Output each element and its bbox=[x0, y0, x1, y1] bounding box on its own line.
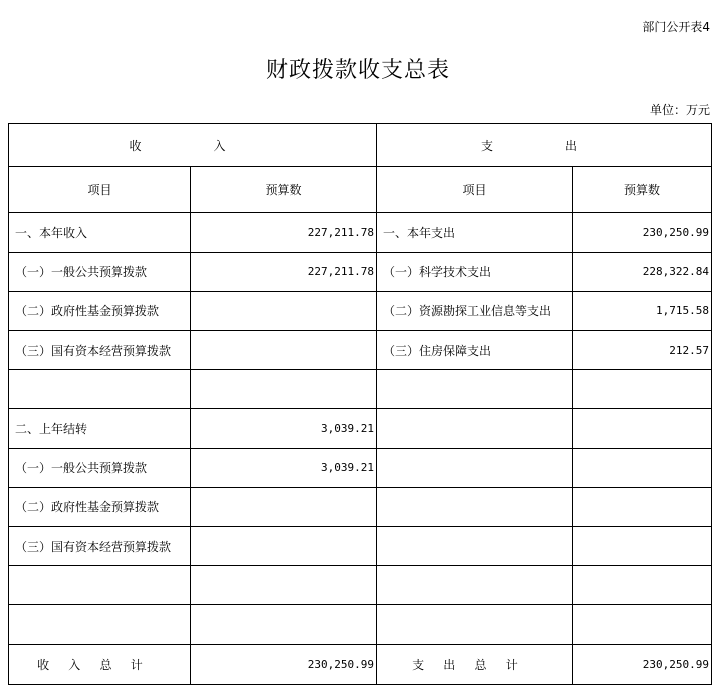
expense-item-header: 项目 bbox=[377, 167, 573, 213]
income-amount-cell: 3,039.21 bbox=[191, 409, 377, 448]
expense-section-header: 支 出 bbox=[377, 124, 712, 167]
expense-item-cell bbox=[377, 566, 573, 605]
expense-item-cell bbox=[377, 448, 573, 487]
income-item-cell: （三）国有资本经营预算拨款 bbox=[9, 331, 191, 370]
column-header-row bbox=[9, 167, 712, 213]
income-section-header: 收 入 bbox=[9, 124, 377, 167]
expense-amount-cell: 212.57 bbox=[573, 331, 712, 370]
expense-item-cell: （二）资源勘探工业信息等支出 bbox=[377, 291, 573, 330]
expense-item-cell: （三）住房保障支出 bbox=[377, 331, 573, 370]
expense-item-cell bbox=[377, 605, 573, 644]
section-header-row bbox=[9, 124, 712, 167]
income-item-cell bbox=[9, 370, 191, 409]
income-item-cell: （三）国有资本经营预算拨款 bbox=[9, 527, 191, 566]
expense-amount-header: 预算数 bbox=[573, 167, 712, 213]
expense-amount-cell: 230,250.99 bbox=[573, 213, 712, 252]
income-item-cell: （二）政府性基金预算拨款 bbox=[9, 291, 191, 330]
expense-item-cell: 一、本年支出 bbox=[377, 213, 573, 252]
income-amount-header: 预算数 bbox=[191, 167, 377, 213]
expense-amount-cell bbox=[573, 605, 712, 644]
income-amount-cell bbox=[191, 331, 377, 370]
expense-amount-cell: 1,715.58 bbox=[573, 291, 712, 330]
total-row bbox=[9, 644, 712, 684]
page-title: 财政拨款收支总表 bbox=[265, 58, 450, 83]
income-item-cell: （二）政府性基金预算拨款 bbox=[9, 487, 191, 526]
income-amount-cell bbox=[191, 605, 377, 644]
table-row bbox=[9, 566, 712, 605]
expense-total-amount: 230,250.99 bbox=[573, 644, 712, 684]
budget-table bbox=[8, 123, 712, 685]
income-amount-cell bbox=[191, 291, 377, 330]
income-total-label: 收入总计 bbox=[9, 644, 191, 684]
table-row bbox=[9, 370, 712, 409]
table-row bbox=[9, 605, 712, 644]
expense-amount-cell bbox=[573, 409, 712, 448]
expense-amount-cell bbox=[573, 370, 712, 409]
income-item-cell: 一、本年收入 bbox=[9, 213, 191, 252]
income-total-amount: 230,250.99 bbox=[191, 644, 377, 684]
income-item-header: 项目 bbox=[9, 167, 191, 213]
income-amount-cell: 3,039.21 bbox=[191, 448, 377, 487]
expense-amount-cell bbox=[573, 527, 712, 566]
expense-amount-cell: 228,322.84 bbox=[573, 252, 712, 291]
income-amount-cell: 227,211.78 bbox=[191, 252, 377, 291]
table-row bbox=[9, 527, 712, 566]
expense-amount-cell bbox=[573, 448, 712, 487]
table-row bbox=[9, 291, 712, 330]
table-row bbox=[9, 487, 712, 526]
expense-item-cell bbox=[377, 487, 573, 526]
expense-item-cell: （一）科学技术支出 bbox=[377, 252, 573, 291]
income-item-cell bbox=[9, 605, 191, 644]
income-amount-cell bbox=[191, 487, 377, 526]
income-amount-cell bbox=[191, 370, 377, 409]
table-row bbox=[9, 252, 712, 291]
expense-item-cell bbox=[377, 370, 573, 409]
table-row bbox=[9, 409, 712, 448]
income-amount-cell bbox=[191, 566, 377, 605]
income-item-cell: （一）一般公共预算拨款 bbox=[9, 448, 191, 487]
expense-amount-cell bbox=[573, 566, 712, 605]
expense-item-cell bbox=[377, 409, 573, 448]
income-item-cell bbox=[9, 566, 191, 605]
income-amount-cell: 227,211.78 bbox=[191, 213, 377, 252]
expense-amount-cell bbox=[573, 487, 712, 526]
income-amount-cell bbox=[191, 527, 377, 566]
table-row bbox=[9, 448, 712, 487]
unit-label: 单位：万元 bbox=[649, 103, 710, 117]
document-code: 部门公开表4 bbox=[642, 20, 710, 34]
income-item-cell: 二、上年结转 bbox=[9, 409, 191, 448]
expense-item-cell bbox=[377, 527, 573, 566]
income-item-cell: （一）一般公共预算拨款 bbox=[9, 252, 191, 291]
table-row bbox=[9, 213, 712, 252]
table-row bbox=[9, 331, 712, 370]
expense-total-label: 支出总计 bbox=[377, 644, 573, 684]
